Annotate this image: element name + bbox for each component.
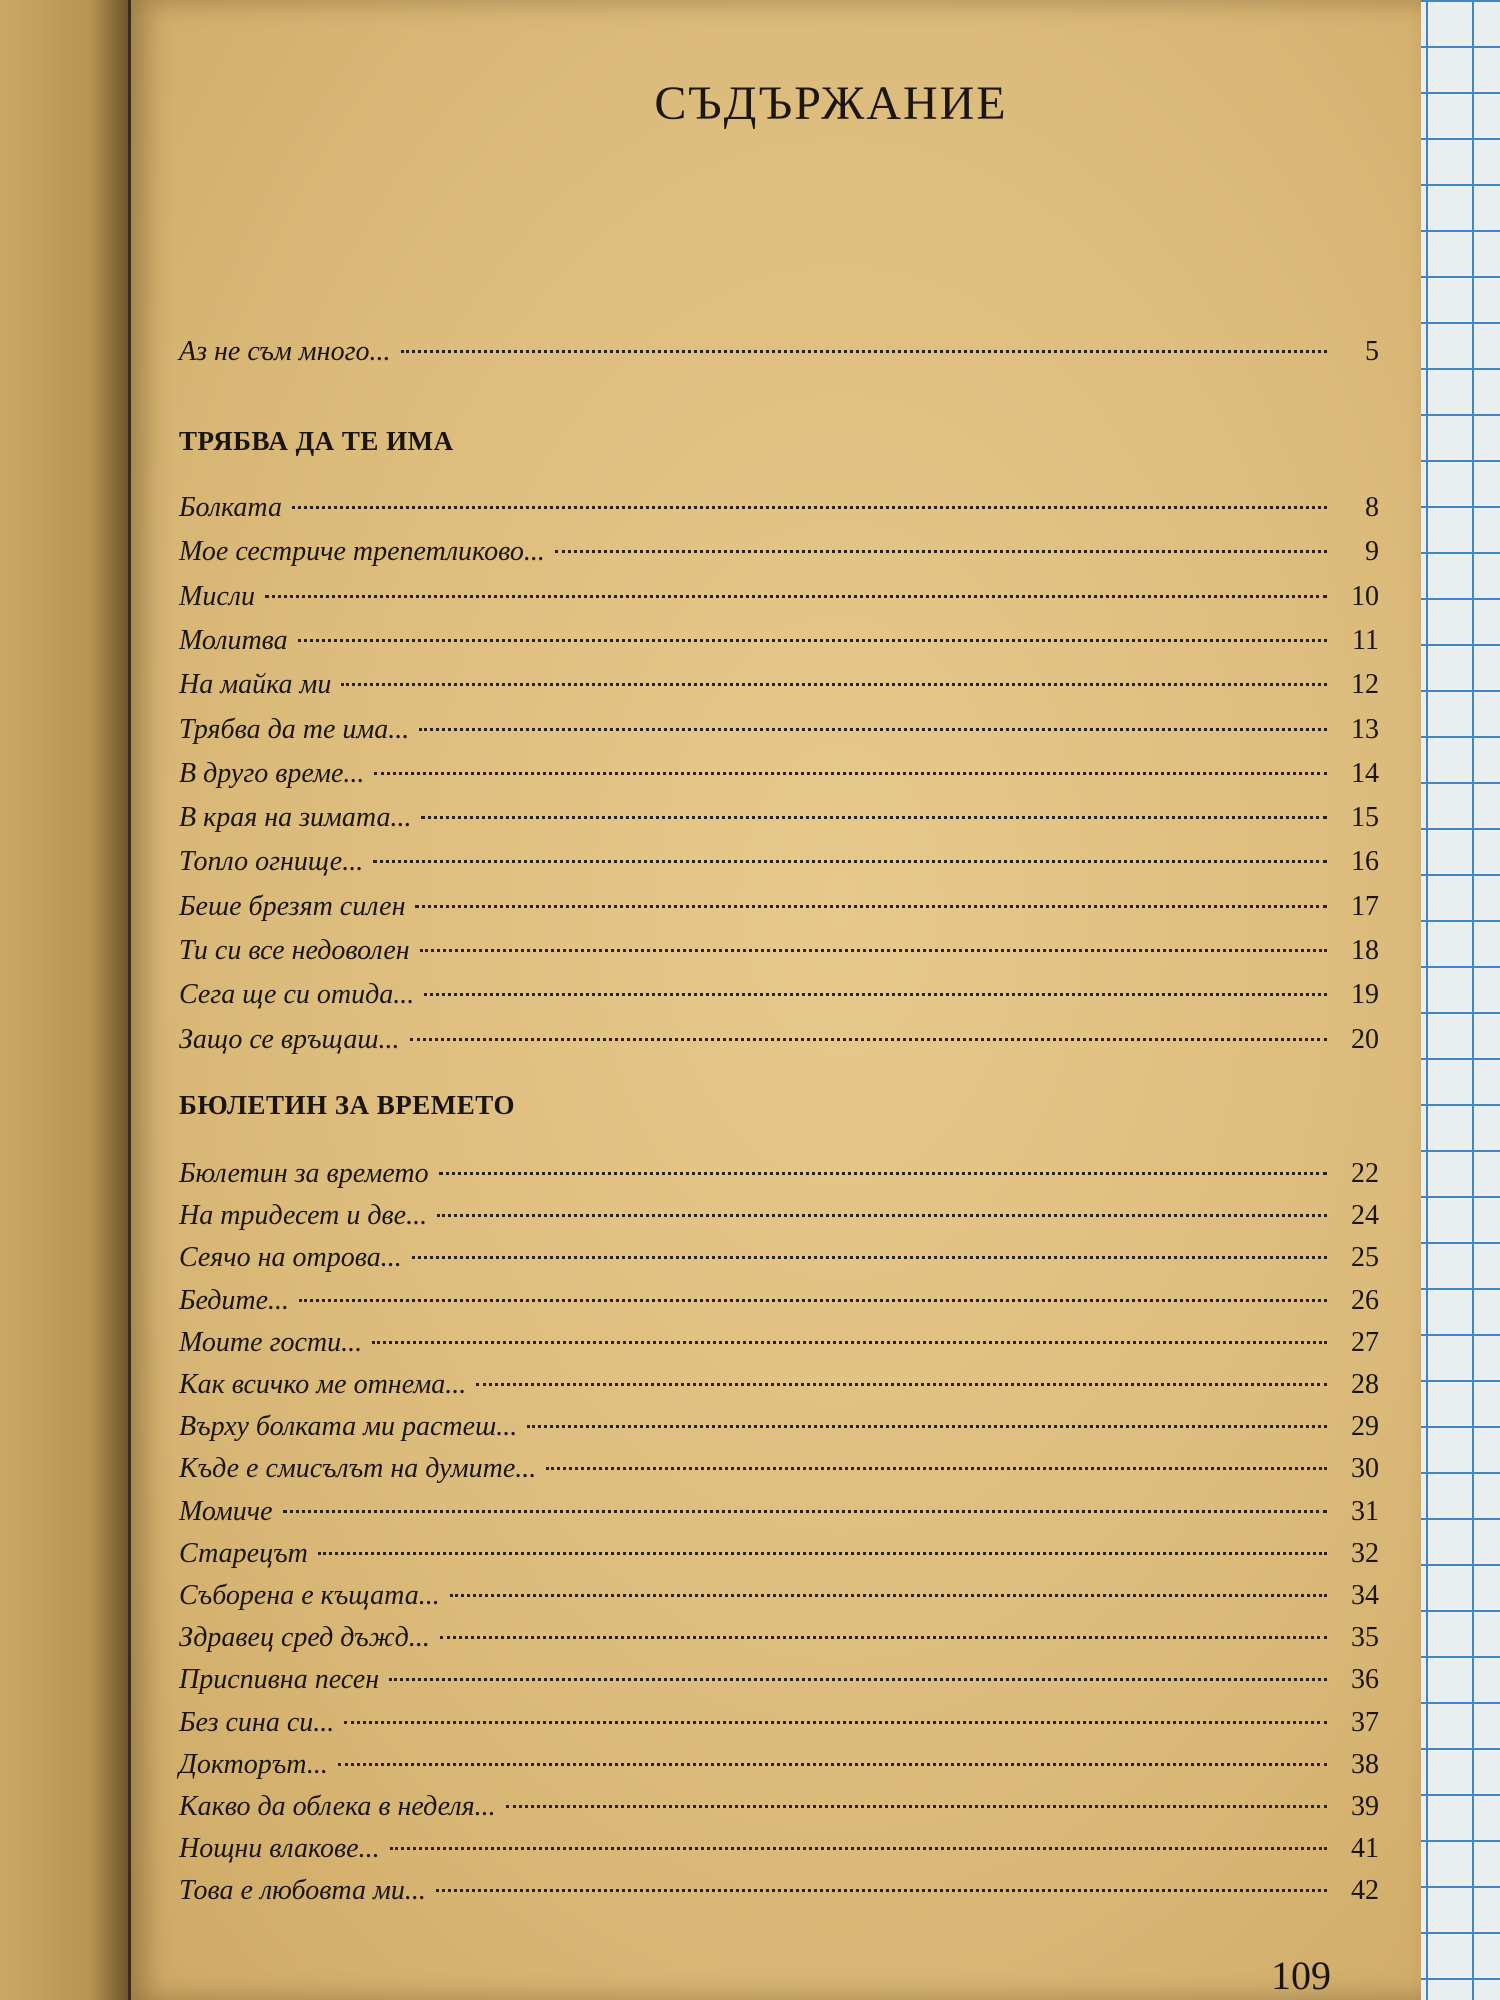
dot-leader <box>283 1510 1327 1513</box>
book-page <box>128 0 1421 2000</box>
toc-entry <box>179 1707 1379 1743</box>
entry-page-number: 16 <box>1351 846 1379 878</box>
entry-page-number: 27 <box>1351 1326 1379 1358</box>
entry-title: Молитва <box>179 624 288 656</box>
toc-entry <box>179 1200 1379 1236</box>
toc-entry <box>179 758 1379 794</box>
entry-page-number: 42 <box>1351 1875 1379 1907</box>
toc-entry <box>179 1496 1379 1532</box>
entry-title: В друго време... <box>179 757 365 789</box>
entry-title: В края на зимата... <box>179 802 412 834</box>
entry-title: Трябва да те има... <box>179 713 410 745</box>
toc-entry <box>179 891 1379 927</box>
dot-leader <box>450 1594 1327 1597</box>
entry-title: На тридесет и две... <box>179 1200 428 1232</box>
toc-entry <box>179 802 1379 838</box>
entry-page-number: 38 <box>1351 1748 1379 1780</box>
entry-page-number: 10 <box>1351 580 1379 612</box>
dot-leader <box>338 1763 1327 1766</box>
entry-page-number: 36 <box>1351 1664 1379 1696</box>
entry-title: Старецът <box>179 1537 308 1569</box>
dot-leader <box>299 1299 1327 1302</box>
dot-leader <box>390 1847 1327 1850</box>
entry-title: Как всичко ме отнема... <box>179 1369 467 1400</box>
toc-entry <box>179 1875 1379 1911</box>
entry-page-number: 32 <box>1351 1537 1379 1569</box>
dot-leader <box>265 595 1327 598</box>
toc-entry <box>179 492 1379 528</box>
entry-page-number: 28 <box>1351 1369 1379 1400</box>
dot-leader <box>344 1721 1327 1724</box>
entry-title: Къде е смисълът на думите... <box>179 1453 537 1485</box>
entry-title: Без сина си... <box>179 1706 335 1738</box>
dot-leader <box>527 1425 1327 1428</box>
entry-page-number: 35 <box>1351 1622 1379 1654</box>
entry-page-number: 29 <box>1351 1411 1379 1443</box>
entry-title: На майка ми <box>179 669 332 701</box>
entry-title: Моите гости... <box>179 1326 363 1358</box>
dot-leader <box>292 506 1327 509</box>
entry-page-number: 5 <box>1365 336 1379 367</box>
dot-leader <box>436 1889 1327 1892</box>
entry-page-number: 25 <box>1351 1242 1379 1274</box>
dot-leader <box>424 993 1327 996</box>
entry-page-number: 9 <box>1365 536 1379 568</box>
dot-leader <box>372 1341 1327 1344</box>
entry-title: Съборена е къщата... <box>179 1580 440 1611</box>
toc-entry <box>179 1369 1379 1405</box>
toc-entry <box>179 1580 1379 1616</box>
toc-entry <box>179 1749 1379 1785</box>
entry-page-number: 24 <box>1351 1200 1379 1232</box>
entry-title: Сеячо на отрова... <box>179 1242 402 1274</box>
section-heading: БЮЛЕТИН ЗА ВРЕМЕТО <box>179 1090 515 1120</box>
dot-leader <box>476 1383 1327 1386</box>
entry-page-number: 39 <box>1351 1791 1379 1822</box>
dot-leader <box>420 949 1327 952</box>
dot-leader <box>439 1172 1327 1175</box>
entry-page-number: 30 <box>1351 1453 1379 1485</box>
toc-entry <box>179 1622 1379 1658</box>
toc-entry <box>179 846 1379 882</box>
entry-page-number: 41 <box>1351 1833 1379 1865</box>
dot-leader <box>555 550 1327 553</box>
entry-title: Здравец сред дъжд... <box>179 1622 430 1654</box>
dot-leader <box>437 1214 1327 1217</box>
toc-entry <box>179 1158 1379 1194</box>
entry-title: Приспивна песен <box>179 1664 380 1696</box>
toc-entry <box>179 625 1379 661</box>
dot-leader <box>546 1467 1327 1470</box>
entry-title: Топло огнище... <box>179 846 364 878</box>
entry-title: Бедите... <box>179 1284 290 1316</box>
toc-entry <box>179 979 1379 1015</box>
entry-title: Бюлетин за времето <box>179 1158 429 1189</box>
entry-page-number: 19 <box>1351 979 1379 1011</box>
toc-entry <box>179 1664 1379 1700</box>
entry-title: Мисли <box>179 580 255 612</box>
entry-page-number: 31 <box>1351 1495 1379 1527</box>
entry-title: Момиче <box>179 1495 273 1527</box>
dot-leader <box>318 1552 1327 1555</box>
toc-entry <box>179 1538 1379 1574</box>
toc-entry <box>179 581 1379 617</box>
toc-entry <box>179 1791 1379 1827</box>
dot-leader <box>415 905 1327 908</box>
entry-page-number: 26 <box>1351 1284 1379 1316</box>
toc-entry <box>179 1285 1379 1321</box>
dot-leader <box>421 816 1327 819</box>
entry-page-number: 12 <box>1351 669 1379 701</box>
entry-title: Докторът... <box>179 1748 328 1780</box>
entry-page-number: 18 <box>1351 935 1379 966</box>
dot-leader <box>506 1805 1327 1808</box>
dot-leader <box>389 1678 1327 1681</box>
entry-page-number: 14 <box>1351 757 1379 789</box>
entry-page-number: 22 <box>1351 1158 1379 1189</box>
entry-title: Това е любовта ми... <box>179 1875 426 1907</box>
entry-title: Аз не съм много... <box>179 336 391 367</box>
toc-entry <box>179 1453 1379 1489</box>
entry-page-number: 37 <box>1351 1706 1379 1738</box>
dot-leader <box>373 860 1327 863</box>
entry-page-number: 15 <box>1351 802 1379 834</box>
dot-leader <box>419 728 1327 731</box>
toc-entry <box>179 1024 1379 1060</box>
entry-title: Върху болката ми растеш... <box>179 1411 518 1443</box>
dot-leader <box>410 1038 1328 1041</box>
toc-entry <box>179 669 1379 705</box>
entry-title: Мое сестриче трепетликово... <box>179 536 545 568</box>
entry-title: Сега ще си отида... <box>179 979 415 1011</box>
page-number: 109 <box>1271 1953 1331 1998</box>
entry-title: Какво да облека в неделя... <box>179 1791 496 1822</box>
entry-title: Ти си все недоволен <box>179 935 410 966</box>
entry-page-number: 8 <box>1365 492 1379 523</box>
toc-entry <box>179 935 1379 971</box>
dot-leader <box>401 350 1328 353</box>
entry-title: Беше брезят силен <box>179 890 406 922</box>
dot-leader <box>341 683 1327 686</box>
dot-leader <box>374 772 1327 775</box>
entry-page-number: 11 <box>1352 624 1379 656</box>
entry-page-number: 20 <box>1351 1023 1379 1055</box>
toc-entry <box>179 1327 1379 1363</box>
toc-entry <box>179 1242 1379 1278</box>
entry-page-number: 34 <box>1351 1580 1379 1611</box>
toc-entry <box>179 1411 1379 1447</box>
toc-entry <box>179 1833 1379 1869</box>
toc-entry <box>179 536 1379 572</box>
dot-leader <box>412 1256 1327 1259</box>
toc-entry <box>179 714 1379 750</box>
entry-page-number: 17 <box>1351 890 1379 922</box>
page-title: СЪДЪРЖАНИЕ <box>654 77 1008 130</box>
entry-title: Нощни влакове... <box>179 1833 380 1865</box>
dot-leader <box>298 639 1327 642</box>
section-heading: ТРЯБВА ДА ТЕ ИМА <box>179 426 454 456</box>
toc-entry-intro <box>179 336 1379 372</box>
entry-page-number: 13 <box>1351 713 1379 745</box>
entry-title: Защо се връщаш... <box>179 1023 400 1055</box>
dot-leader <box>440 1636 1327 1639</box>
entry-title: Болката <box>179 492 282 523</box>
